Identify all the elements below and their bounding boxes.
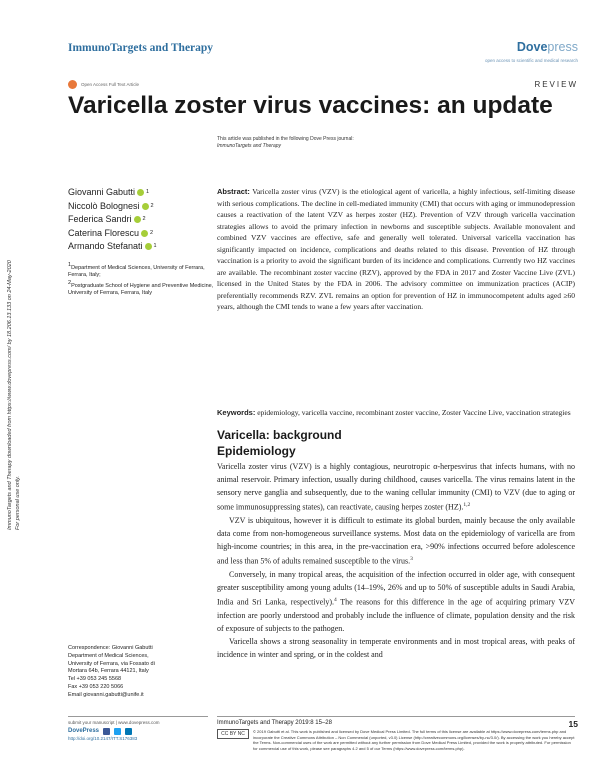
author-name: Armando Stefanati bbox=[68, 241, 143, 251]
keywords-label: Keywords: bbox=[217, 408, 256, 417]
author-item[interactable] bbox=[68, 200, 157, 214]
publisher-tagline: open access to scientific and medical research bbox=[484, 58, 578, 63]
keywords bbox=[217, 407, 575, 419]
article-title: Varicella zoster virus vaccines: an update bbox=[68, 92, 553, 119]
author-name: Caterina Florescu bbox=[68, 227, 140, 238]
doi-link[interactable]: http://doi.org/10.2147/ITT.S176383 bbox=[68, 736, 138, 741]
open-access-label: Open Access Full Text Article bbox=[81, 82, 139, 87]
abstract-text: Varicella zoster virus (VZV) is the etiological agent of varicella, a highly infectious, self-limiting disease with serious complications. The decline in cell-mediated immunity (CMI) that occurs with aging or immunodepression causes a reactivation of the latent VZV as herpes zoster (HZ). Prevention of VZV through varicella vaccination strategies allows to avoid the primary infection in newborns and susceptible subjects. Available monovalent and combined VZV vaccines are effective, safe and generally well tolerated. Universal varicella vaccination has significantly impacted on incidence, complications and deaths related to this disease. Prevention of HZ through vaccination is a priority to avoid the significant burden of its incidence and complications. Currently two HZ vaccines are available. The recombinant zoster vaccine (RZV), approved by the FDA in 2017 and Zoster Vaccine Live (ZVL) licensed in the United States by the FDA in 2006. The advisory committee on immunization practices (ACIP) preferentially recommends RZV. ZVL remains an option for prevention of HZ in immunocompetent adults aged ≥60 years, although the CMI tends to wane a few years after vaccination. bbox=[217, 187, 575, 311]
orcid-icon[interactable] bbox=[134, 216, 141, 223]
cc-license-icon[interactable]: CC BY NC bbox=[217, 729, 249, 739]
footer-divider bbox=[217, 716, 575, 717]
correspondence-line: Tel +39 053 245 5568 bbox=[68, 676, 122, 683]
author-item[interactable] bbox=[68, 213, 157, 227]
abstract-label: Abstract: bbox=[217, 187, 250, 196]
correspondence-line: Correspondence: Giovanni Gabutti bbox=[68, 645, 153, 651]
keywords-text: epidemiology, varicella vaccine, recombinant zoster vaccine, Zoster Vaccine Live, vaccination strategies bbox=[257, 408, 571, 417]
affiliations bbox=[68, 262, 218, 298]
facebook-icon[interactable] bbox=[103, 728, 110, 735]
author-name: Niccolò Bolognesi bbox=[68, 200, 140, 211]
footer-left-divider bbox=[68, 716, 208, 717]
orcid-icon[interactable] bbox=[141, 230, 148, 237]
open-access-badge bbox=[68, 80, 139, 89]
abstract bbox=[217, 186, 575, 313]
author-affil-sup: 2 bbox=[150, 229, 154, 236]
citation-ref[interactable]: 1,2 bbox=[463, 502, 471, 509]
correspondence-line: Mortara 64b, Ferrara 44121, Italy bbox=[68, 668, 149, 675]
paragraph: Varicella shows a strong seasonality in temperate environments and in most tropical areas, with peaks of incidence in winter and spring, or in the coldest and bbox=[217, 637, 575, 660]
twitter-icon[interactable] bbox=[114, 728, 121, 735]
correspondence-line: Fax +39 053 220 5066 bbox=[68, 683, 124, 690]
publication-note bbox=[217, 136, 354, 150]
correspondence-email[interactable]: Email giovanni.gabutti@unife.it bbox=[68, 691, 144, 698]
journal-name: ImmunoTargets and Therapy bbox=[68, 42, 214, 54]
publisher-dove: Dove bbox=[516, 40, 548, 54]
publication-note-journal: ImmunoTargets and Therapy bbox=[217, 143, 282, 149]
publisher-logo[interactable] bbox=[517, 40, 578, 54]
paragraph: Varicella zoster virus (VZV) is a highly contagious, neurotropic α-herpesvirus that infects humans, with no animal reservoir. Primary infection, usually during childhood, causes varicella. The virus remains latent in the sensory nerve ganglia and subsequently, due to the waning cellular immunity (CMI) to VZV (due to aging or some immunosuppressing states), can reactivate, causing herpes zoster (HZ).$^{1,2}$ bbox=[217, 462, 575, 512]
author-name: Federica Sandri bbox=[68, 214, 132, 224]
author-list bbox=[68, 186, 157, 254]
correspondence bbox=[68, 645, 218, 700]
author-affil-sup: 2 bbox=[142, 216, 146, 222]
affiliation-1: 1Department of Medical Sciences, University of Ferrara, Ferrara, Italy; bbox=[68, 262, 205, 279]
citation-ref[interactable]: 3 bbox=[410, 556, 413, 563]
body-text bbox=[217, 460, 575, 661]
page-number: 15 bbox=[568, 719, 578, 729]
correspondence-line: Department of Medical Sciences, bbox=[68, 652, 149, 659]
citation-ref[interactable]: 4 bbox=[334, 597, 337, 604]
license-block bbox=[217, 729, 575, 751]
article-type: REVIEW bbox=[534, 80, 578, 89]
license-text: © 2019 Gabutti et al. This work is published and licensed by Dove Medical Press Limited. The full terms of this license are available at https://www.dovepress.com/terms.php and incorporate the Creative Commons Attribution – Non Commercial (unported, v3.0) License (http://creativecommons.org/licenses/by-nc/3.0/). By accessing the work you hereby accept the Terms. Non-commercial uses of the work are permitted without any further permission from Dove Medical Press Limited, provided the work is properly attributed. For permission for commercial use of this work, please see paragraphs 4.2 and 5 of our Terms (https://www.dovepress.com/terms.php). bbox=[253, 729, 575, 751]
author-affil-sup: 1 bbox=[146, 189, 150, 195]
submit-box bbox=[68, 719, 159, 743]
footer-citation: ImmunoTargets and Therapy 2019:8 15–28 bbox=[217, 720, 332, 726]
open-access-icon bbox=[68, 80, 77, 89]
affiliation-2: 2Postgraduate School of Hygiene and Preventive Medicine, University of Ferrara, Ferrara, Italy bbox=[68, 279, 214, 297]
correspondence-line: University of Ferrara, via Fossato di bbox=[68, 660, 155, 667]
orcid-icon[interactable] bbox=[137, 189, 144, 196]
download-side-note bbox=[6, 150, 21, 530]
author-name: Giovanni Gabutti bbox=[68, 187, 136, 197]
submit-link[interactable]: submit your manuscript | www.dovepress.com bbox=[68, 720, 160, 725]
publication-note-line1: This article was published in the following Dove Press journal: bbox=[217, 136, 354, 142]
author-affil-sup: 2 bbox=[150, 202, 154, 209]
side-note-line1: ImmunoTargets and Therapy downloaded from https://www.dovepress.com/ by 18.206.13.133 on 24-May-2020 bbox=[7, 260, 13, 530]
orcid-icon[interactable] bbox=[142, 203, 149, 210]
section-heading: Varicella: background bbox=[217, 428, 342, 442]
subsection-heading: Epidemiology bbox=[217, 444, 296, 458]
paragraph: VZV is ubiquitous, however it is difficult to estimate its global burden, mainly because the only available data come from non-homogeneous surveillance systems. Most data on the epidemiology of varicella are from high-income countries; in this area, in the pre-vaccination era, >90% infections occurred before adolescence and less than 5% of adults remained susceptible to the virus.$^3$ bbox=[217, 516, 575, 566]
author-item[interactable] bbox=[68, 227, 157, 241]
side-note-line2: For personal use only. bbox=[15, 475, 21, 530]
dovepress-logo[interactable]: DovePress bbox=[68, 728, 100, 734]
linkedin-icon[interactable] bbox=[125, 728, 132, 735]
publisher-press: press bbox=[547, 40, 578, 54]
author-item[interactable] bbox=[68, 240, 157, 254]
paragraph: Conversely, in many tropical areas, the acquisition of the infection occurred in older age, with consequent greater susceptibility among young adults (14–19%, 26% and up to 50% of susceptible adults in Saudi Arabia, India and Sri Lanka, respectively).$^4$ The reasons for this difference in the age of acquiring primary VZV infection are poorly understood and probably include the influence of climate, population density and the risk of exposure of subjects to the pathogen. bbox=[217, 570, 576, 634]
author-affil-sup: 1 bbox=[153, 243, 157, 249]
author-item[interactable] bbox=[68, 186, 157, 200]
orcid-icon[interactable] bbox=[145, 243, 152, 250]
